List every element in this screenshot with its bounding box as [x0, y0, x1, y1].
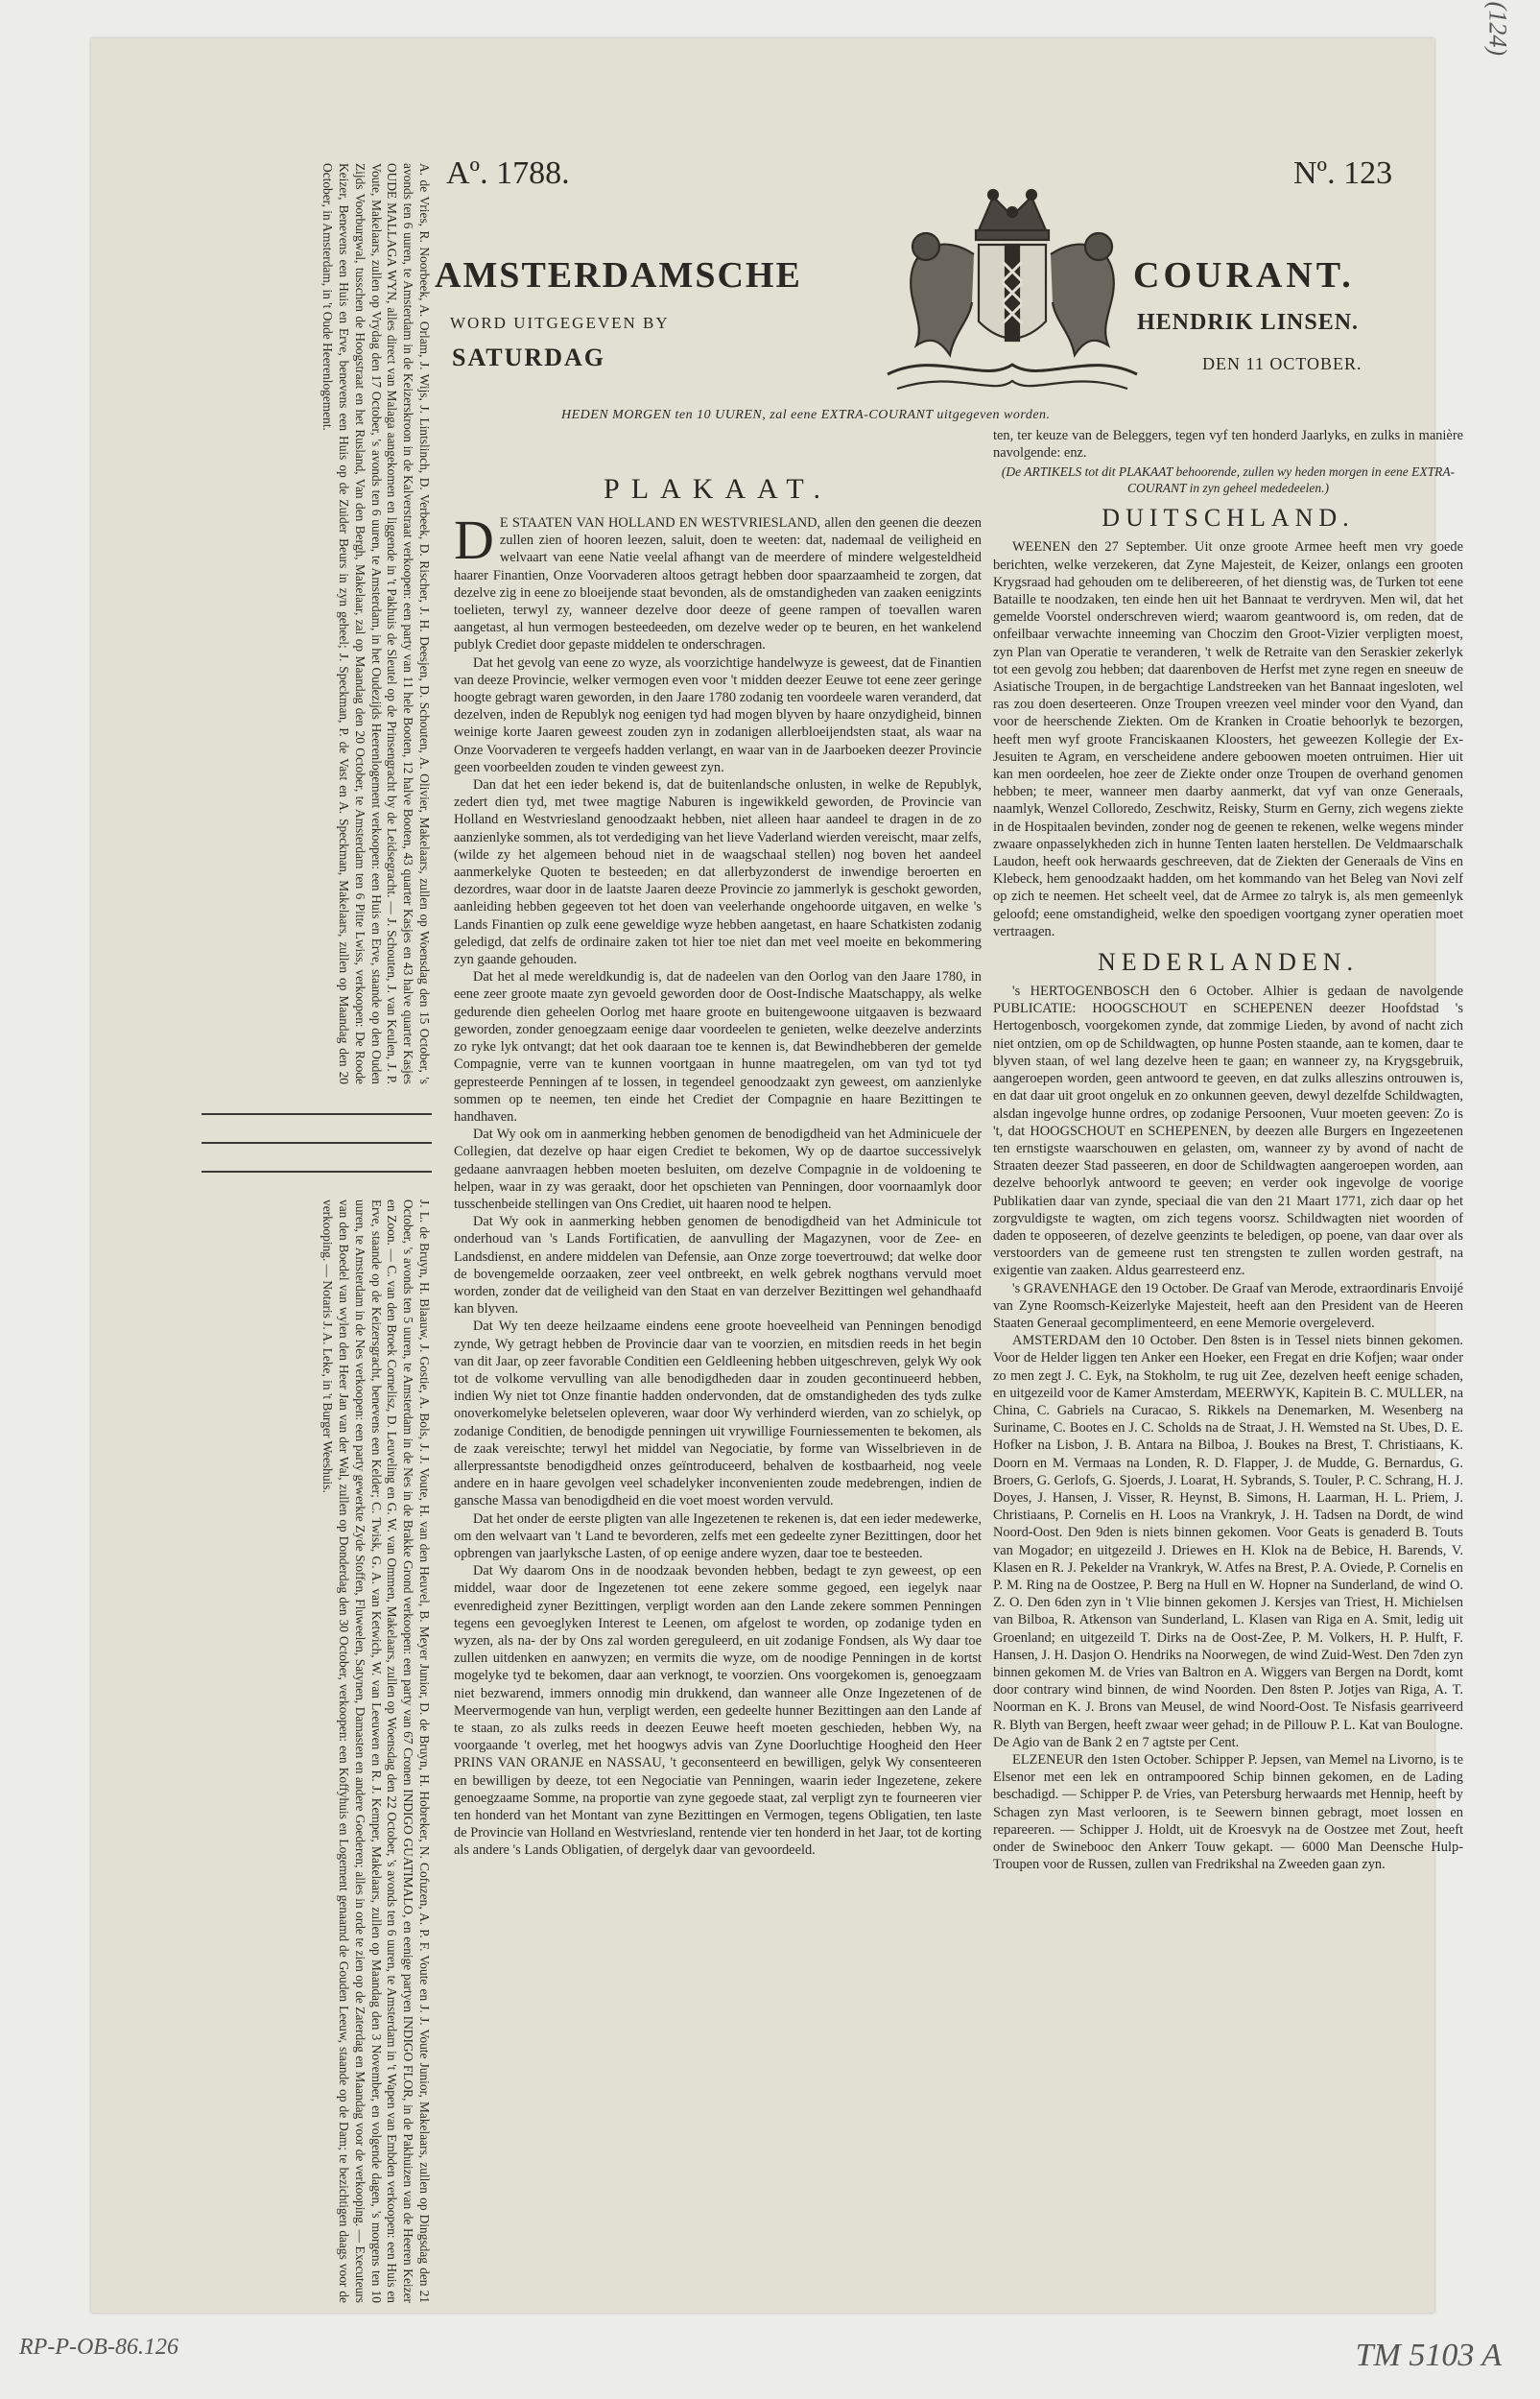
divider-rule: [201, 1113, 432, 1115]
plakaat-heading: PLAKAAT.: [604, 473, 832, 505]
publisher-name: HENDRIK LINSEN.: [1137, 310, 1360, 335]
plakaat-paragraph: Dat het onder de eerste pligten van alle Ingezetenen te rekenen is, dat een ieder medewerke, om den welvaart van 't Land te bevorderen, zelfs met een gedeelte zyner Bezittingen, door het opbrengen van jaarlyksche Lasten, of op eenige andere wyzen, daar toe te besteeden.: [454, 1510, 982, 1561]
plakaat-continuation: ten, ter keuze van de Beleggers, tegen vyf ten honderd Jaarlyks, en zulks in manière navolgende: enz.: [993, 428, 1463, 462]
issue-weekday: SATURDAG: [452, 344, 605, 371]
archive-mark-bottom: TM 5103 A: [1355, 2338, 1502, 2373]
nederlanden-heading: NEDERLANDEN.: [1097, 948, 1360, 977]
advertisement-block-2: [201, 1200, 432, 2303]
plakaat-column: [454, 470, 982, 1860]
paper-title-left: AMSTERDAMSCHE: [435, 255, 802, 296]
issue-date: DEN 11 OCTOBER.: [1202, 354, 1362, 373]
advertisement-text: A. de Vries, R. Noorbeek, A. Orlam, J. Wijs, J. Lintslinch, D. Verbeek, D. Rischer, J. H. Deesjen, D. Schouten, A. Olivier, Makelaars, zullen op Woensdag den 15 October, 's avonds ten 6 uuren, te Amsterdam in de Keizerskroon in de Kalverstraat verkoopen: een party van 11 hele Booten, 12 halve Booten, 43 quarter Kasjes en 43 halve quarter Kasjes OUDE MALLAGA WYN, alles direct van Malaga aangekomen en liggende in 't Pakhuis de Sleutel op de Prinsengracht by de Leidsegracht. — J. Schouten, J. van Keulen, J. P. Voute, Makelaars, zullen op Vrydag den 17 October, 's avonds ten 6 uuren, te Amsterdam, in het Oudezijds Heerenlogement verkoopen: een Huis en Erve, staande op den Ouden Zijds Voorburgwal, tusschen de Hoogstraat en het Rusland, Van den Bergh, Makelaar, zal op Maandag den 20 October, te Amsterdam ten 6 Pitte Lwiss, verkoopen: De Roode Keizer, Benevens een Huis en Erve, benevens een Huis op de Zuider Beurs in zyn geheel; J. Speckman, P. de Vast en A. Speckman, Makelaars, zullen op Maandag den 20 October, in Amsterdam, in 't Oude Heerenlogement.: [320, 163, 432, 1084]
newspaper-page: [91, 38, 1463, 2313]
plakaat-opening-paragraph: [454, 509, 982, 654]
hertogenbosch-article: 's HERTOGENBOSCH den 6 October. Alhier is gedaan de navolgende PUBLICATIE: HOOGSCHOUT en SCHEPENEN deezer Hoofdstad 's Hertogenbosch, voorgekomen zynde, dat zommige Lieden, by avond of nacht zich niet ontzien, om op de Schildwagten, op hunne Posten staande, aan te komen, daar te blyven staan, of wel lang dezelve heen te gaan; en wanneer zy, na Krygsgebruik, aangeroepen worden, geen antwoord te geeven, en dat zulks alleszins ontrouwen is, en dat daar uit groot ongeluk en zo onkunnen geeven, dewyl dezelfde Schildwagten, alsdan ingevolge hunne ordres, op zodanige Persoonen, Vuur moeten geeven: Zo is 't, dat HOOGSCHOUT en SCHEPENEN, by deezen alle Burgers en Ingezeetenen ten ernstigste waarschouwen en gelasten, om, wanneer zy by avond of nacht de Straaten deezer Stad passeeren, en door de Schildwagten aangeroepen worden, aan dezelve behoorlyk antwoord te geeven; en verder ook ingevolge de voorige Publikatien daar van zynde, speciaal die van den 21 Maart 1771, zich daar op het zorgvuldigste te wagten, om zich tegens voorsz. Schildwagten niet woorden of daden te opposeeren, of dezelve geenzints te beledigen, op poene, van daar over als verstoorders van de gemeene rust ten strengsten te zullen worden gestraft, na exigentie van zaaken. Aldus gearresteerd enz.: [993, 984, 1463, 1279]
advertisement-text: J. L. de Bruyn, H. Blaauw, J. Gostie, A. Bols, J. J. Voute, H. van den Heuvel, B. Meyer Junior, D. de Bruyn, H. Hobreker, N. Cofuzen, A. P. F. Voute en J. J. Voute Junior, Makelaars, zullen op Dingsdag den 21 October, 's avonds ten 5 uuren, te Amsterdam in de Nes in de Brakke Grond verkoopen: een party van 67 Cronen INDIGO GUATIMALO, en eenige partyen INDIGO FLOR, in de Pakhuizen van de Heeren Keizer en Zoon. — C. van den Broek Cornelisz, D. Leuveling en G. W. van Ommen, Makelaars, zullen op Woensdag den 22 October, 's avonds ten 6 uuren, te Amsterdam in 't Wapen van Embden verkoopen: een Huis en Erve, staande op de Keizersgracht, benevens een Kelder; C. Twisk, G. A. van Ketwich, W. van Leeuwen en R. J. Kemper, Makelaars, zullen op Maandag den 3 November, en volgende dagen, 's morgens ten 10 uuren, te Amsterdam in de Nes verkoopen: een party gewerkte Zyde Stoffen, Fluweelen, Satynen, Damasten en andere Goederen; alles in orde te zien op de Zaterdag en Maandag voor de verkooping. — Executeurs van den Boedel van wylen den Heer Jan van der Wal, zullen op Donderdag den 30 October, verkoopen: een Koffyhuis en Logement genaamd de Gouden Leeuw, staande op de Dam; te bezichtigen daags voor de verkooping. — Notaris J. A. Leke, in 't Burger Weeshuis.: [320, 1200, 432, 2303]
plakaat-paragraph: Dat Wy daarom Ons in de noodzaak bevonden hebben, bedagt te zyn geweest, op een middel, waar door de Ingezetenen tot eene zekere somme gegoed, een iegelyk naar evenredigheid zyner Bezittingen, verpligt worden aan den Lande zekere sommen Penningen tegens een gevoeglyken Interest te Leenen, om afgelost te worden, op zodanige tyden en wyzen, als na- der by Ons zal worden gereguleerd, en uit zodanige Fondsen, als Wy daar toe zullen uitdenken en aanwyzen; en vermits die wyze, om de noodige Penningen in de kortst mogelyke tyd te bekomen, daar aan verknogt, te voorzien. Ons voorgekomen is, genoegzaam niet bezwarend, immers onnodig min drukkend, dan wanneer alle Onze Ingezetenen of de Meervermogende van hun, verpligt werden, een gedeelte hunner Bezittingen aan den Lande af te staan, zo als zulks reeds in deezen Eeuwe heeft moeten geschieden, hebben Wy, na voorgaande 't overleg, met het hoogwys advis van Zyne Doorluchtige Hoogheid den Heer PRINS VAN ORANJE en NASSAU, 't geconsenteerd en bewilligen, gelyk Wy consenteeren en bewilligen by deeze, tot een Negociatie van Penningen, waarin ieder Ingezetene, zekere genoegzaame Somme, na proportie van zyne gegoede staat, zal verpligt zyn te fourneeren vier ten honderd van het Montant van zyne Bezittingen en Vermogen, tegens Obligatien, ten laste de Provincie van Holland en Westvriesland, rentende vier ten honderd in het Jaar, tot de korting als andere 's Lands Obligatien, of dergelyk daar van gevoordeeld.: [454, 1563, 982, 1859]
extra-courant-notice: HEDEN MORGEN ten 10 UUREN, zal eene EXTRA-COURANT uitgegeven worden.: [561, 408, 1051, 422]
duitschland-article: WEENEN den 27 September. Uit onze groote Armee heeft men vry goede berichten, welke verzekeren, dat Zyne Majesteit, de Keizer, onlangs een grooten Krygsraad had gehouden om te delibereeren, of het dienstig was, de Turken tot eene Bataille te noodzaken, ten einde hen uit het Bannaat te verdryven. Men wil, dat het gemelde Voorstel onderschreven wierd; waarom geantwoord is, om reden, dat de onfeilbaar verwachte inneeming van Choczim den Groot-Vizier verpligten moest, zyn Plan van Operatie te veranderen, 't welk de Retraite van den Seraskier zekerlyk tot een gevolg zou hebben; dat daarenboven de Herfst met zyne regen en sneeuw de Asiatische Troupen, in de bergachtige Landstreeken van het Bannaat ingesloten, wel ras zou doen deserteeren. Onze Troupen vreezen veel minder voor den Vyand, dan voor de heerschende Ziekten. Om de Kranken in Croatie behoorlyk te bezorgen, heeft men wyf groote Franciskaanen Kloosters, het geweezen Kollegie der Ex-Jesuiten te Agram, en verscheidene andere geboowen moeten ontruimen. Hier uit kan men oordeelen, hoe zeer de Ziekte onder onze Troupen de overhand genomen hebben; te meer, wanneer men daarby aanmerkt, dat vyf van onze Generaals, naamlyk, Wenzel Colloredo, Zeschwitz, Reisky, Sturm en Gerny, zich wegens ziekte in de Hospitaalen bevinden, zonder nog de geenen te rekenen, welke wegens minder zwaare onpasselykheden zich in hunne Tenten laaten herstellen. De Veldmaarschalk Laudon, heeft ook herwaards geschreeven, dat de Ziekten der Generaals de Vins en Klebeck, hem genoodzaakt hadden, om het kommando van het Beleg van Novi zelf op zich te neemen. Het scheelt veel, dat de Armee zo talryk is, als men gemeenlyk geloofd; eene omstandigheid, welke den spoedigen voortgang zyner operatien moet vertraagen.: [993, 539, 1463, 939]
duitschland-heading: DUITSCHLAND.: [1102, 504, 1355, 533]
issue-number: Nº. 123: [1293, 155, 1393, 191]
amsterdam-coat-of-arms-icon: [859, 178, 1166, 398]
plakaat-paragraph: Dat Wy ook om in aanmerking hebben genomen de benodigdheid van het Adminicuele der Collegien, dat dezelve op haar eigen Crediet te bekomen, Wy op de daartoe successivelyk gedaane aanvraagen hebben moeten besluiten, om dezelve Compagnie in de voldoening te helpen, waar in zy was geraakt, door het opschieten van Penningen, door voornaamlyk door tusschenbeide stellingen van Ons Crediet, uit haaren nood te helpen.: [454, 1127, 982, 1212]
plakaat-paragraph: Dat het gevolg van eene zo wyze, als voorzichtige handelwyze is geweest, dat de Finantien van deeze Provincie, welker vermogen even voor 't midden deezer Eeuwe tot eene zeer geringe hoogte gebragt waren geworden, in den Jaare 1780 zodanig ten voordeele waren veranderd, dat dezelven, inden de Republyk nog eenigen tyd had mogen blyven by haare onzydigheid, binnen weinige korte Jaaren geweest zouden zyn in zodanigen allerbloeijendsten staat, als waar na Onze Voorvaderen te vergeefs hadden verlangt, en waar van in de Jaarboeken deezer Provincie geen voorbeelden zouden te vinden geweest zyn.: [454, 654, 982, 775]
advertisements-column: [201, 163, 432, 2322]
paper-title-right: COURANT.: [1133, 255, 1355, 296]
issue-year: Aº. 1788.: [446, 155, 570, 191]
plakaat-paragraph: Dan dat het een ieder bekend is, dat de buitenlandsche onlusten, in welke de Republyk, zedert dien tyd, met twee magtige Naburen is ingewikkeld geworden, de Provincie van Holland en Westvriesland genoodzaakt hebben, niet alleen haar aandeel te dragen in de zo aanzienlyke sommen, als tot verdediging van het lieve Vaderland wierden vereischt, maar zelfs, (wilde zy het algemeen behoud niet in de waagschaal stellen) nog boven het aandeel aanmerkelyke Quoten te besteeden; en dat allerbyzonderst de inwendige beroerten en dezordres, waar door in de laatste Jaaren deeze Provincie zo jammerlyk is geschokt geworden, aanleiding hebben gegeeven tot het doen van veelerhande ongehoorde uitgaven, en welke 's Lands Finantien op zulk eene geweldige wyze hebben aangetast, en haare Schatkisten zodanig geledigd, dat zelfs de ordinaire zaken tot hier toe niet dan met veel moeite en bekommering zyn gaande gehouden.: [454, 777, 982, 968]
archive-catalog-number: RP-P-OB-86.126: [19, 2335, 178, 2360]
published-by-label: WORD UITGEGEVEN BY: [450, 314, 670, 332]
plakaat-paragraph: Dat Wy ook in aanmerking hebben genomen de benodigdheid van het Adminicule tot onderhoud van 's Lands Fortificatien, de aanvulling der Magazynen, voor de Zee- en Landsdienst, en andere middelen van Defensie, aan Onze zorge toevertrouwd; dat welke door de bovengemelde oorzaaken, zeer veel ontbreekt, en welk gebrek nogthans vervuld moet worden, zonder dat de veiligheid van den Staat en van derzelver Bezittingen wel gehandhaafd kan blyven.: [454, 1214, 982, 1318]
drop-cap: D: [454, 509, 494, 571]
divider-rule: [201, 1142, 432, 1144]
advertisement-block-1: [201, 163, 432, 1084]
elzeneur-article: ELZENEUR den 1sten October. Schipper P. Jepsen, van Memel na Livorno, is te Elsenor met een lek en ontrampoored Schip binnen gekomen, en de Lading beschadigd. — Schipper P. de Vries, van Petersburg herwaards met Hennip, heeft by Schagen zyn Mast verlooren, is te Seewern binnen gebragt, moet lossen en repareeren. — Schipper J. Holdt, uit de Kroesvyk na de Oostzee met Zout, heeft onder de Swinebooc den Ankerr Touw gekapt. — 6000 Man Deensche Hulp-Troupen voor de Russen, zullen van Fredrikshal na Zweeden gaan zyn.: [993, 1752, 1463, 1873]
divider-rule: [201, 1171, 432, 1173]
news-column: [993, 427, 1463, 1873]
artikels-note: (De ARTIKELS tot dit PLAKAAT behoorende, zullen wy heden morgen in eene EXTRA-COURANT in zyn geheel mededeelen.): [1001, 464, 1456, 496]
plakaat-paragraph: Dat het al mede wereldkundig is, dat de nadeelen van den Oorlog van den Jaare 1780, in eene zeer groote maate zyn gevoeld geworden door de Oost-Indische Maatschappy, als welke gedurende dien geheelen Oorlog met haare groote en buitengewoone uitgaaven is bezwaard geworden, zonder genoegzaam eenige daar voordeelen te genieten, welke deezelve anderzints zo ryke lyk ontvangt; dat het ook daaraan toe te kennen is, dat Bewindhebberen der gemelde Compagnie, verre van te kunnen voortgaan in hunne maatregelen, om van tyd tot tyd gepresteerde Penningen af te lossen, in tegendeel genoodzaakt zyn geweest, om aanzienlyke sommen op te neemen, ten einde het Crediet der Compagnie en haare Bezittingen te handhaven.: [454, 969, 982, 1125]
amsterdam-article: AMSTERDAM den 10 October. Den 8sten is in Tessel niets binnen gekomen. Voor de Helder liggen ten Anker een Hoeker, een Fregat en drie Kofjen; waar onder zo men zegt J. C. Eyk, na Stokholm, te rug uit Zee, dezelven heeft eenige schaden, en uitgezeild voor de Kamer Amsterdam, MEERWYK, Kapitein B. C. MULLER, na China, C. Gabriels na Curacao, S. Rikkels na Denemarken, M. Wesenberg na Suriname, C. Bootes en J. C. Scholds na de Straat, J. H. Wemsted na St. Ubes, D. E. Hofker na Lisbon, J. B. Antara na Bilboa, J. Boukes na Brest, T. Christiaans, K. Doorn en M. Vermaas na Londen, R. D. Flapper, J. de Mudde, G. Bernardus, G. Broers, G. Gerlofs, G. Sjoerds, J. Loarat, H. Sybrands, S. Touler, P. C. Schrang, H. J. Doyes, J. Hansen, J. Visser, R. Heynst, B. Simons, H. Laarman, H. L. Priem, J. Christiaans, P. Cornelis en H. Loos na Vrankryk, J. H. Tadsen na Dordt, de wind Noord-Oost. Den 9den is niets binnen gekomen. Voor Geats is genaderd B. Touts van Mogador; en uitgezeild J. Driewes en H. Klok na de Bebice, H. Barends, V. Klasen en R. J. Pekelder na Vrankryk, W. Atfes na Brest, P. A. Oviede, P. Cornelis en P. M. Ring na de Oostzee, P. Berg na Hull en W. Hopner na Sunderland, de wind O. Z. O. Den 6den zyn in 't Vlie binnen gekomen J. Kersjes van Triest, H. Michielsen van Bilboa, R. Atkenson van Sunderland, L. Klasen van Riga en A. Smit, ledig uit Groenland; en uitgezeild T. Dirks na de Oost-Zee, P. M. Volkers, H. P. Hulft, F. Hansen, J. H. Dasjon O. Hendriks na Noorwegen, de wind Zuid-West. Den 7den zyn binnen gekomen M. de Vries van Baltron en A. Wiggers van Bergen na Dordt, komt door contrary wind binnen, de wind Noorden. Den 8sten P. Jotjes van Riga, A. T. Noorman en K. J. Brons van Meusel, de wind Noord-Oost. Te Nisfasis gearriveerd R. Blyth van Bergen, heeft zwaar weer gehad; in de Pillouw P. L. Kat van Boulogne. De Agio van de Bank 2 en 7 agtste per Cent.: [993, 1333, 1463, 1750]
gravenhage-article: 's GRAVENHAGE den 19 October. De Graaf van Merode, extraordinaris Envoijé van Zyne Roomsch-Keizerlyke Majesteit, heeft aan den President van de Heeren Staaten Generaal gecomplimenteerd, en eene Memorie overgeleverd.: [993, 1280, 1463, 1331]
archive-mark-top: (124): [1483, 1, 1511, 56]
plakaat-paragraph: Dat Wy ten deeze heilzaame eindens eene groote hoeveelheid van Penningen benodigd zynde, Wy getragt hebben de Provincie daar van te voorzien, en mitsdien reeds in het begin van dit Jaar, op zeer favorable Conditien een Geldleening hebben uitgeschreven, gelyk Wy ook tot de volkome vervulling van alle benodigdheden daar in zouden gecontinueerd hebben, indien Wy niet tot Onze finantie hadden ondervonden, dat de omstandigheden des tyds zulke onoverkomelyke beletselen opleveren, waar door Wy verhinderd wierden, van zo schielyk, op zodanige Conditien, de benodigde penningen uit vrywillige Fourniessementen te bekomen, als de zaak vereischte; terwyl het middel van Negociatie, by forme van Wisselbrieven in de allerpressantste benodigdheid onzes geïntroduceerd, behalven de kostbaarheid, nog veele andere en in haare gevolgen veel schadelyker inconvenienten zoude medebrengen, indien de gansche Massa van benodigdheid en die voet moest worden vervuld.: [454, 1318, 982, 1509]
column-divider-rules: [201, 1104, 432, 1180]
plakaat-opening-text: E STAATEN VAN HOLLAND EN WESTVRIESLAND, allen den geenen die deezen zullen zien of hooren leezen, saluit, doen te weeten: dat, nademaal de veiligheid en welvaart van eene Natie veelal afhangt van de meerdere of mindere welgesteldheid haarer Finantien, Onze Voorvaderen altoos getragt hebben door spaarzaamheid te zorgen, dat dezelve zig in eene zo bloeijende staat bevonden, als de omstandigheden van zaaken eenigzints toelieten, terwyl zy, wanneer dezelve door deeze of geene rampen of toevallen waren aangetast, al hun vermogen besteedeeden, om dezelve weder op te beuren, en het wankelend publyk Crediet door gepaste middelen te onderschragen.: [454, 515, 982, 653]
